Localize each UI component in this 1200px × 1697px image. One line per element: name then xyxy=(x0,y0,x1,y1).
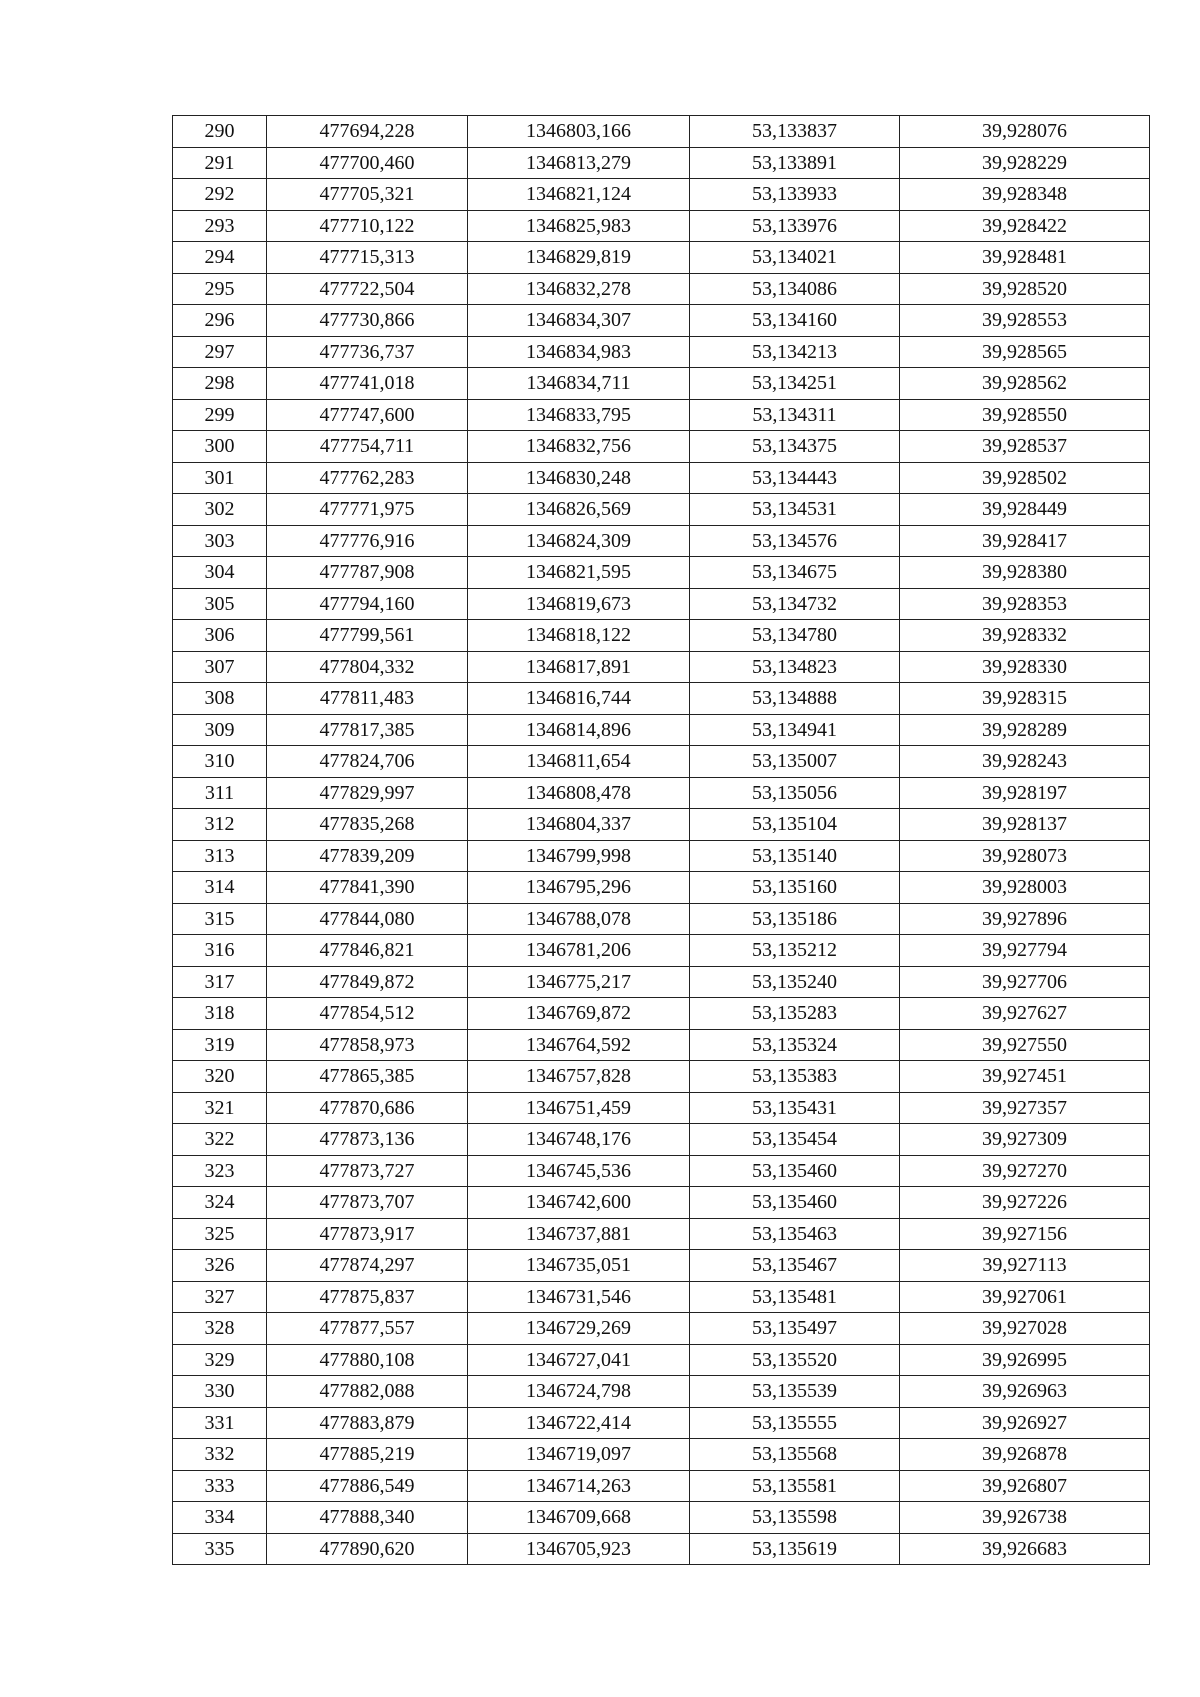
point-number-cell: 315 xyxy=(173,903,267,935)
point-number-cell: 326 xyxy=(173,1250,267,1282)
longitude-cell: 39,926995 xyxy=(900,1344,1150,1376)
y-coordinate-cell: 1346834,307 xyxy=(468,305,690,337)
longitude-cell: 39,927794 xyxy=(900,935,1150,967)
longitude-cell: 39,928380 xyxy=(900,557,1150,589)
point-number-cell: 331 xyxy=(173,1407,267,1439)
longitude-cell: 39,926927 xyxy=(900,1407,1150,1439)
longitude-cell: 39,928502 xyxy=(900,462,1150,494)
y-coordinate-cell: 1346742,600 xyxy=(468,1187,690,1219)
point-number-cell: 324 xyxy=(173,1187,267,1219)
table-row xyxy=(173,809,1150,841)
latitude-cell: 53,135283 xyxy=(690,998,900,1030)
longitude-cell: 39,928073 xyxy=(900,840,1150,872)
x-coordinate-cell: 477858,973 xyxy=(267,1029,468,1061)
x-coordinate-cell: 477873,727 xyxy=(267,1155,468,1187)
longitude-cell: 39,927357 xyxy=(900,1092,1150,1124)
table-row xyxy=(173,714,1150,746)
y-coordinate-cell: 1346788,078 xyxy=(468,903,690,935)
longitude-cell: 39,928076 xyxy=(900,116,1150,148)
latitude-cell: 53,134576 xyxy=(690,525,900,557)
point-number-cell: 293 xyxy=(173,210,267,242)
y-coordinate-cell: 1346813,279 xyxy=(468,147,690,179)
point-number-cell: 328 xyxy=(173,1313,267,1345)
table-row xyxy=(173,1439,1150,1471)
x-coordinate-cell: 477835,268 xyxy=(267,809,468,841)
y-coordinate-cell: 1346817,891 xyxy=(468,651,690,683)
x-coordinate-cell: 477882,088 xyxy=(267,1376,468,1408)
table-row xyxy=(173,147,1150,179)
point-number-cell: 309 xyxy=(173,714,267,746)
latitude-cell: 53,135568 xyxy=(690,1439,900,1471)
table-row xyxy=(173,620,1150,652)
longitude-cell: 39,928449 xyxy=(900,494,1150,526)
point-number-cell: 312 xyxy=(173,809,267,841)
longitude-cell: 39,928330 xyxy=(900,651,1150,683)
latitude-cell: 53,135186 xyxy=(690,903,900,935)
table-row xyxy=(173,1092,1150,1124)
table-row xyxy=(173,872,1150,904)
latitude-cell: 53,135454 xyxy=(690,1124,900,1156)
point-number-cell: 316 xyxy=(173,935,267,967)
y-coordinate-cell: 1346775,217 xyxy=(468,966,690,998)
x-coordinate-cell: 477747,600 xyxy=(267,399,468,431)
x-coordinate-cell: 477854,512 xyxy=(267,998,468,1030)
x-coordinate-cell: 477841,390 xyxy=(267,872,468,904)
y-coordinate-cell: 1346826,569 xyxy=(468,494,690,526)
y-coordinate-cell: 1346799,998 xyxy=(468,840,690,872)
x-coordinate-cell: 477874,297 xyxy=(267,1250,468,1282)
x-coordinate-cell: 477883,879 xyxy=(267,1407,468,1439)
y-coordinate-cell: 1346724,798 xyxy=(468,1376,690,1408)
x-coordinate-cell: 477886,549 xyxy=(267,1470,468,1502)
x-coordinate-cell: 477824,706 xyxy=(267,746,468,778)
latitude-cell: 53,135431 xyxy=(690,1092,900,1124)
point-number-cell: 333 xyxy=(173,1470,267,1502)
longitude-cell: 39,927309 xyxy=(900,1124,1150,1156)
y-coordinate-cell: 1346829,819 xyxy=(468,242,690,274)
x-coordinate-cell: 477873,917 xyxy=(267,1218,468,1250)
table-row xyxy=(173,399,1150,431)
point-number-cell: 310 xyxy=(173,746,267,778)
latitude-cell: 53,134888 xyxy=(690,683,900,715)
x-coordinate-cell: 477771,975 xyxy=(267,494,468,526)
x-coordinate-cell: 477873,707 xyxy=(267,1187,468,1219)
table-row xyxy=(173,1470,1150,1502)
table-row xyxy=(173,462,1150,494)
latitude-cell: 53,133891 xyxy=(690,147,900,179)
y-coordinate-cell: 1346757,828 xyxy=(468,1061,690,1093)
latitude-cell: 53,133837 xyxy=(690,116,900,148)
y-coordinate-cell: 1346748,176 xyxy=(468,1124,690,1156)
table-row xyxy=(173,1061,1150,1093)
table-row xyxy=(173,1407,1150,1439)
x-coordinate-cell: 477700,460 xyxy=(267,147,468,179)
table-row xyxy=(173,210,1150,242)
point-number-cell: 323 xyxy=(173,1155,267,1187)
x-coordinate-cell: 477844,080 xyxy=(267,903,468,935)
table-row xyxy=(173,431,1150,463)
x-coordinate-cell: 477817,385 xyxy=(267,714,468,746)
latitude-cell: 53,134311 xyxy=(690,399,900,431)
latitude-cell: 53,133976 xyxy=(690,210,900,242)
latitude-cell: 53,135007 xyxy=(690,746,900,778)
latitude-cell: 53,135460 xyxy=(690,1155,900,1187)
x-coordinate-cell: 477865,385 xyxy=(267,1061,468,1093)
longitude-cell: 39,926963 xyxy=(900,1376,1150,1408)
longitude-cell: 39,928553 xyxy=(900,305,1150,337)
latitude-cell: 53,134675 xyxy=(690,557,900,589)
latitude-cell: 53,134531 xyxy=(690,494,900,526)
table-row xyxy=(173,966,1150,998)
longitude-cell: 39,928332 xyxy=(900,620,1150,652)
table-row xyxy=(173,1376,1150,1408)
point-number-cell: 307 xyxy=(173,651,267,683)
longitude-cell: 39,928537 xyxy=(900,431,1150,463)
latitude-cell: 53,135467 xyxy=(690,1250,900,1282)
point-number-cell: 299 xyxy=(173,399,267,431)
y-coordinate-cell: 1346795,296 xyxy=(468,872,690,904)
table-row xyxy=(173,116,1150,148)
table-row xyxy=(173,557,1150,589)
point-number-cell: 294 xyxy=(173,242,267,274)
y-coordinate-cell: 1346819,673 xyxy=(468,588,690,620)
longitude-cell: 39,928417 xyxy=(900,525,1150,557)
longitude-cell: 39,927226 xyxy=(900,1187,1150,1219)
latitude-cell: 53,135140 xyxy=(690,840,900,872)
latitude-cell: 53,134443 xyxy=(690,462,900,494)
point-number-cell: 291 xyxy=(173,147,267,179)
point-number-cell: 304 xyxy=(173,557,267,589)
latitude-cell: 53,135240 xyxy=(690,966,900,998)
table-row xyxy=(173,1218,1150,1250)
table-row xyxy=(173,1250,1150,1282)
y-coordinate-cell: 1346834,711 xyxy=(468,368,690,400)
table-row xyxy=(173,683,1150,715)
longitude-cell: 39,927028 xyxy=(900,1313,1150,1345)
table-row xyxy=(173,1344,1150,1376)
x-coordinate-cell: 477762,283 xyxy=(267,462,468,494)
x-coordinate-cell: 477741,018 xyxy=(267,368,468,400)
point-number-cell: 303 xyxy=(173,525,267,557)
table-row xyxy=(173,840,1150,872)
x-coordinate-cell: 477705,321 xyxy=(267,179,468,211)
point-number-cell: 329 xyxy=(173,1344,267,1376)
y-coordinate-cell: 1346735,051 xyxy=(468,1250,690,1282)
table-row xyxy=(173,1533,1150,1565)
y-coordinate-cell: 1346745,536 xyxy=(468,1155,690,1187)
latitude-cell: 53,134941 xyxy=(690,714,900,746)
latitude-cell: 53,135619 xyxy=(690,1533,900,1565)
longitude-cell: 39,928289 xyxy=(900,714,1150,746)
table-row xyxy=(173,777,1150,809)
coordinates-table-body xyxy=(173,116,1150,1565)
point-number-cell: 305 xyxy=(173,588,267,620)
longitude-cell: 39,928003 xyxy=(900,872,1150,904)
point-number-cell: 334 xyxy=(173,1502,267,1534)
y-coordinate-cell: 1346821,124 xyxy=(468,179,690,211)
point-number-cell: 319 xyxy=(173,1029,267,1061)
table-row xyxy=(173,273,1150,305)
point-number-cell: 322 xyxy=(173,1124,267,1156)
latitude-cell: 53,135383 xyxy=(690,1061,900,1093)
latitude-cell: 53,135555 xyxy=(690,1407,900,1439)
table-row xyxy=(173,903,1150,935)
latitude-cell: 53,133933 xyxy=(690,179,900,211)
point-number-cell: 308 xyxy=(173,683,267,715)
x-coordinate-cell: 477710,122 xyxy=(267,210,468,242)
latitude-cell: 53,135481 xyxy=(690,1281,900,1313)
table-row xyxy=(173,998,1150,1030)
y-coordinate-cell: 1346814,896 xyxy=(468,714,690,746)
y-coordinate-cell: 1346808,478 xyxy=(468,777,690,809)
latitude-cell: 53,135104 xyxy=(690,809,900,841)
latitude-cell: 53,135212 xyxy=(690,935,900,967)
x-coordinate-cell: 477873,136 xyxy=(267,1124,468,1156)
longitude-cell: 39,927113 xyxy=(900,1250,1150,1282)
point-number-cell: 320 xyxy=(173,1061,267,1093)
table-row xyxy=(173,179,1150,211)
table-row xyxy=(173,1502,1150,1534)
latitude-cell: 53,134375 xyxy=(690,431,900,463)
x-coordinate-cell: 477694,228 xyxy=(267,116,468,148)
longitude-cell: 39,926683 xyxy=(900,1533,1150,1565)
x-coordinate-cell: 477829,997 xyxy=(267,777,468,809)
y-coordinate-cell: 1346821,595 xyxy=(468,557,690,589)
longitude-cell: 39,927706 xyxy=(900,966,1150,998)
longitude-cell: 39,928229 xyxy=(900,147,1150,179)
x-coordinate-cell: 477880,108 xyxy=(267,1344,468,1376)
y-coordinate-cell: 1346832,278 xyxy=(468,273,690,305)
table-row xyxy=(173,368,1150,400)
y-coordinate-cell: 1346832,756 xyxy=(468,431,690,463)
latitude-cell: 53,135598 xyxy=(690,1502,900,1534)
x-coordinate-cell: 477730,866 xyxy=(267,305,468,337)
latitude-cell: 53,134213 xyxy=(690,336,900,368)
longitude-cell: 39,927156 xyxy=(900,1218,1150,1250)
longitude-cell: 39,928422 xyxy=(900,210,1150,242)
y-coordinate-cell: 1346727,041 xyxy=(468,1344,690,1376)
longitude-cell: 39,928348 xyxy=(900,179,1150,211)
longitude-cell: 39,926738 xyxy=(900,1502,1150,1534)
x-coordinate-cell: 477804,332 xyxy=(267,651,468,683)
point-number-cell: 298 xyxy=(173,368,267,400)
latitude-cell: 53,134251 xyxy=(690,368,900,400)
x-coordinate-cell: 477875,837 xyxy=(267,1281,468,1313)
point-number-cell: 325 xyxy=(173,1218,267,1250)
x-coordinate-cell: 477799,561 xyxy=(267,620,468,652)
y-coordinate-cell: 1346811,654 xyxy=(468,746,690,778)
y-coordinate-cell: 1346714,263 xyxy=(468,1470,690,1502)
point-number-cell: 301 xyxy=(173,462,267,494)
x-coordinate-cell: 477846,821 xyxy=(267,935,468,967)
y-coordinate-cell: 1346709,668 xyxy=(468,1502,690,1534)
latitude-cell: 53,134086 xyxy=(690,273,900,305)
point-number-cell: 314 xyxy=(173,872,267,904)
y-coordinate-cell: 1346737,881 xyxy=(468,1218,690,1250)
y-coordinate-cell: 1346781,206 xyxy=(468,935,690,967)
x-coordinate-cell: 477811,483 xyxy=(267,683,468,715)
longitude-cell: 39,928520 xyxy=(900,273,1150,305)
point-number-cell: 327 xyxy=(173,1281,267,1313)
y-coordinate-cell: 1346833,795 xyxy=(468,399,690,431)
y-coordinate-cell: 1346818,122 xyxy=(468,620,690,652)
x-coordinate-cell: 477776,916 xyxy=(267,525,468,557)
table-row xyxy=(173,1029,1150,1061)
latitude-cell: 53,134823 xyxy=(690,651,900,683)
point-number-cell: 300 xyxy=(173,431,267,463)
point-number-cell: 313 xyxy=(173,840,267,872)
table-row xyxy=(173,336,1150,368)
x-coordinate-cell: 477715,313 xyxy=(267,242,468,274)
latitude-cell: 53,135324 xyxy=(690,1029,900,1061)
table-row xyxy=(173,1124,1150,1156)
longitude-cell: 39,928562 xyxy=(900,368,1150,400)
y-coordinate-cell: 1346834,983 xyxy=(468,336,690,368)
longitude-cell: 39,928243 xyxy=(900,746,1150,778)
point-number-cell: 290 xyxy=(173,116,267,148)
y-coordinate-cell: 1346731,546 xyxy=(468,1281,690,1313)
x-coordinate-cell: 477722,504 xyxy=(267,273,468,305)
latitude-cell: 53,135581 xyxy=(690,1470,900,1502)
latitude-cell: 53,135539 xyxy=(690,1376,900,1408)
y-coordinate-cell: 1346824,309 xyxy=(468,525,690,557)
coordinates-table xyxy=(172,115,1150,1565)
point-number-cell: 292 xyxy=(173,179,267,211)
x-coordinate-cell: 477754,711 xyxy=(267,431,468,463)
latitude-cell: 53,135463 xyxy=(690,1218,900,1250)
x-coordinate-cell: 477787,908 xyxy=(267,557,468,589)
point-number-cell: 302 xyxy=(173,494,267,526)
longitude-cell: 39,926878 xyxy=(900,1439,1150,1471)
point-number-cell: 311 xyxy=(173,777,267,809)
y-coordinate-cell: 1346729,269 xyxy=(468,1313,690,1345)
table-row xyxy=(173,305,1150,337)
latitude-cell: 53,135056 xyxy=(690,777,900,809)
longitude-cell: 39,927627 xyxy=(900,998,1150,1030)
table-row xyxy=(173,1187,1150,1219)
x-coordinate-cell: 477890,620 xyxy=(267,1533,468,1565)
point-number-cell: 296 xyxy=(173,305,267,337)
table-row xyxy=(173,525,1150,557)
latitude-cell: 53,134780 xyxy=(690,620,900,652)
y-coordinate-cell: 1346816,744 xyxy=(468,683,690,715)
longitude-cell: 39,928550 xyxy=(900,399,1150,431)
y-coordinate-cell: 1346705,923 xyxy=(468,1533,690,1565)
table-row xyxy=(173,242,1150,274)
x-coordinate-cell: 477736,737 xyxy=(267,336,468,368)
table-row xyxy=(173,1313,1150,1345)
y-coordinate-cell: 1346830,248 xyxy=(468,462,690,494)
x-coordinate-cell: 477888,340 xyxy=(267,1502,468,1534)
longitude-cell: 39,927061 xyxy=(900,1281,1150,1313)
point-number-cell: 306 xyxy=(173,620,267,652)
longitude-cell: 39,928197 xyxy=(900,777,1150,809)
latitude-cell: 53,134021 xyxy=(690,242,900,274)
longitude-cell: 39,927896 xyxy=(900,903,1150,935)
point-number-cell: 330 xyxy=(173,1376,267,1408)
longitude-cell: 39,928481 xyxy=(900,242,1150,274)
x-coordinate-cell: 477877,557 xyxy=(267,1313,468,1345)
longitude-cell: 39,927451 xyxy=(900,1061,1150,1093)
latitude-cell: 53,135160 xyxy=(690,872,900,904)
table-row xyxy=(173,588,1150,620)
point-number-cell: 321 xyxy=(173,1092,267,1124)
latitude-cell: 53,135520 xyxy=(690,1344,900,1376)
y-coordinate-cell: 1346719,097 xyxy=(468,1439,690,1471)
x-coordinate-cell: 477849,872 xyxy=(267,966,468,998)
y-coordinate-cell: 1346769,872 xyxy=(468,998,690,1030)
table-row xyxy=(173,935,1150,967)
y-coordinate-cell: 1346825,983 xyxy=(468,210,690,242)
latitude-cell: 53,135460 xyxy=(690,1187,900,1219)
y-coordinate-cell: 1346803,166 xyxy=(468,116,690,148)
latitude-cell: 53,135497 xyxy=(690,1313,900,1345)
y-coordinate-cell: 1346804,337 xyxy=(468,809,690,841)
x-coordinate-cell: 477794,160 xyxy=(267,588,468,620)
longitude-cell: 39,926807 xyxy=(900,1470,1150,1502)
point-number-cell: 332 xyxy=(173,1439,267,1471)
table-row xyxy=(173,494,1150,526)
point-number-cell: 317 xyxy=(173,966,267,998)
point-number-cell: 295 xyxy=(173,273,267,305)
x-coordinate-cell: 477839,209 xyxy=(267,840,468,872)
latitude-cell: 53,134160 xyxy=(690,305,900,337)
longitude-cell: 39,928565 xyxy=(900,336,1150,368)
table-row xyxy=(173,651,1150,683)
point-number-cell: 297 xyxy=(173,336,267,368)
longitude-cell: 39,927270 xyxy=(900,1155,1150,1187)
y-coordinate-cell: 1346764,592 xyxy=(468,1029,690,1061)
y-coordinate-cell: 1346722,414 xyxy=(468,1407,690,1439)
longitude-cell: 39,928315 xyxy=(900,683,1150,715)
longitude-cell: 39,928353 xyxy=(900,588,1150,620)
table-row xyxy=(173,1155,1150,1187)
table-row xyxy=(173,1281,1150,1313)
latitude-cell: 53,134732 xyxy=(690,588,900,620)
point-number-cell: 318 xyxy=(173,998,267,1030)
longitude-cell: 39,927550 xyxy=(900,1029,1150,1061)
x-coordinate-cell: 477870,686 xyxy=(267,1092,468,1124)
x-coordinate-cell: 477885,219 xyxy=(267,1439,468,1471)
point-number-cell: 335 xyxy=(173,1533,267,1565)
longitude-cell: 39,928137 xyxy=(900,809,1150,841)
y-coordinate-cell: 1346751,459 xyxy=(468,1092,690,1124)
table-row xyxy=(173,746,1150,778)
